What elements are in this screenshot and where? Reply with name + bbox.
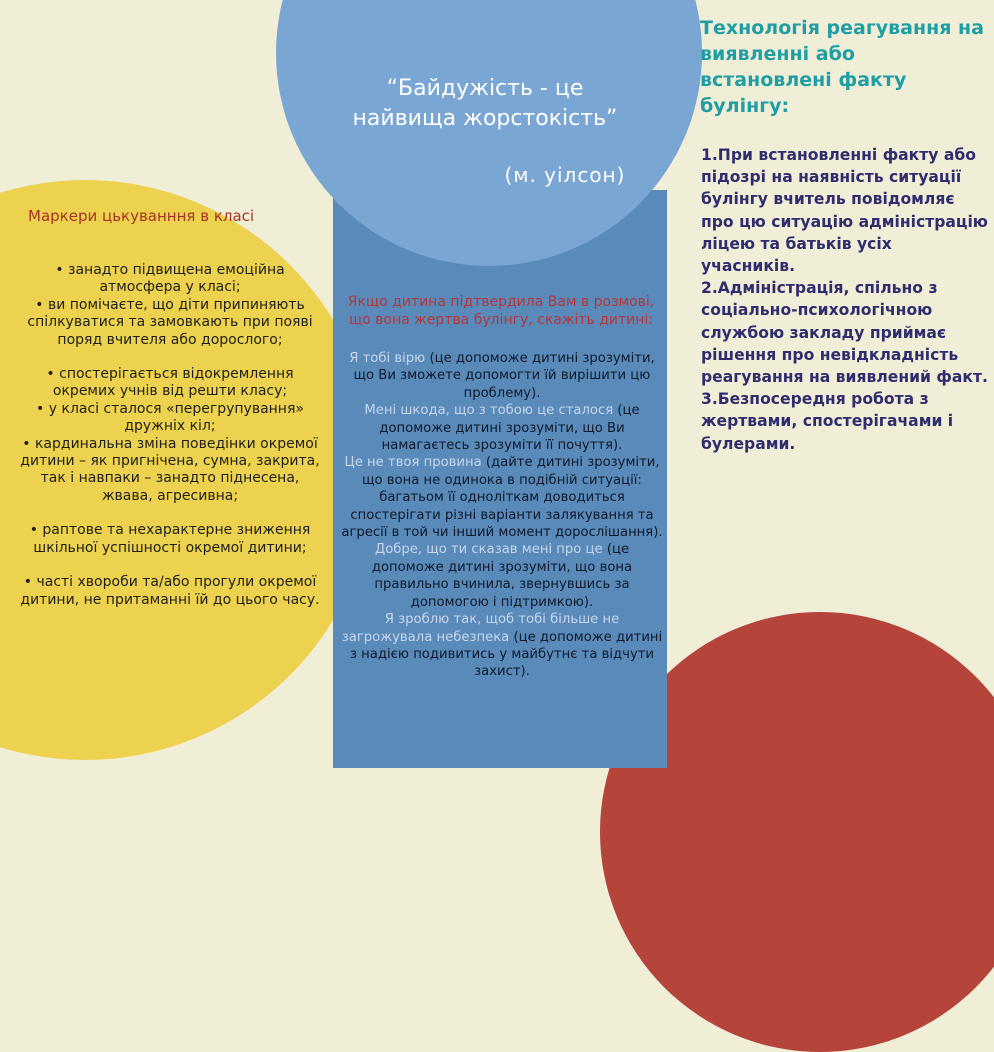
advice-item [340,454,664,541]
advice-explanation: (це допоможе дитині зрозуміти, що вона правильно вчинила, звернувшись за допомогою і підтримкою). [371,542,633,610]
spacer [20,349,320,366]
spacer [20,505,320,522]
technology-step: 2.Адміністрація, спільно з соціально-психологічною службою закладу приймає рішення про невідкладність реагування на виявлений факт. [701,279,988,387]
technology-title: Технологія реагування на виявленні або встановлені факту булінгу: [700,17,984,117]
technology-step: 1.При встановленні факту або підозрі на наявність ситуації булінгу вчитель повідомляє про цю ситуацію адміністрацію ліцею та батьків усіх учасників. [701,146,988,276]
advice-item [340,350,664,402]
advice-intro: Якщо дитина підтвердила Вам в розмові, що вона жертва булінгу, скажіть дитині: [347,294,655,328]
marker-item: • у класі сталося «перегрупування» дружніх кіл; [36,400,304,435]
markers-list [20,262,320,609]
advice-phrase: Мені шкода, що з тобою це сталося [364,403,614,419]
quote-line-2: найвища жорстокість” [352,106,618,131]
spacer [20,557,320,574]
markers-title: Маркери цькуванння в класі [28,207,255,225]
advice-explanation: (це допоможе дитині зрозуміти, що Ви зможете допомогти їй вирішити цю проблему). [353,351,655,401]
advice-explanation: (це допоможе дитині з надією подивитись у майбутнє та відчути захист). [349,629,663,680]
advice-phrase: Я тобі вірю [349,351,426,366]
advice-explanation: (це допоможе дитині зрозуміти, що Ви намагаєтесь зрозуміти її почуття). [379,403,640,454]
technology-step: 3.Безпосередня робота з жертвами, спостерігачами і булерами. [701,390,954,453]
marker-item: • кардинальна зміна поведінки окремої дитини – як пригнічена, сумна, закрита, так і навпаки – занадто піднесена, жвава, агресивна; [20,435,320,504]
quote-line-1: “Байдужість - це [386,76,584,101]
marker-item: • ви помічаєте, що діти припиняють спілкуватися та замовкають при появі поряд вчителя або дорослого; [27,296,313,348]
advice-list [340,350,664,681]
marker-item: • спостерігається відокремлення окремих учнів від решти класу; [46,366,294,400]
advice-phrase: Добре, що ти сказав мені про це [374,542,603,558]
advice-item [340,611,664,681]
advice-explanation: (дайте дитині зрозуміти, що вона не одинока в подібній ситуації: багатьом її одноліткам доводиться спостерігати різні варіанти залякування та агресії в той чи інший момент дорослішання). [341,455,663,541]
advice-phrase: Це не твоя провина [344,455,482,471]
advice-item [340,402,664,454]
quote-author: (м. уілсон) [504,163,626,187]
marker-item: • часті хвороби та/або прогули окремої дитини, не притаманні їй до цього часу. [20,574,320,608]
marker-item: • занадто підвищена емоційна атмосфера у класі; [55,262,285,296]
advice-item [340,541,664,611]
marker-item: • раптове та нехарактерне зниження шкільної успішності окремої дитини; [29,522,311,556]
advice-phrase: Я зроблю так, щоб тобі більше не загрожувала небезпека [341,612,620,645]
quote [320,74,650,134]
technology-steps [701,144,991,455]
